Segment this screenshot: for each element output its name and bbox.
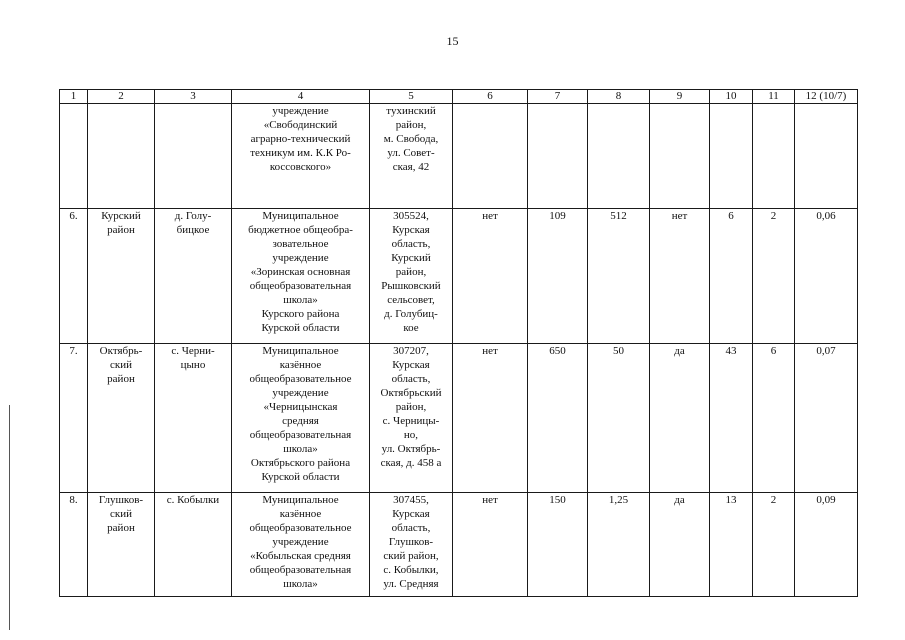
cell-line: ский bbox=[110, 359, 132, 371]
cell-line: коссовского» bbox=[269, 161, 332, 173]
header-row bbox=[60, 90, 858, 104]
cell-line: зовательное bbox=[272, 238, 329, 250]
cell-district bbox=[88, 104, 155, 209]
cell-line: ский район, bbox=[383, 550, 439, 562]
header-cell: 4 bbox=[232, 90, 370, 104]
cell-address bbox=[370, 104, 453, 209]
cell-line: школа» bbox=[283, 443, 318, 455]
cell-line: район bbox=[107, 224, 135, 236]
cell-line: общеобразовательная bbox=[249, 429, 352, 441]
cell-line: Курский bbox=[101, 210, 141, 222]
cell-institution bbox=[232, 493, 370, 597]
cell-line: аграрно-технический bbox=[250, 133, 351, 145]
cell-line: учреждение bbox=[272, 536, 329, 548]
cell-line: 307207, bbox=[393, 345, 429, 357]
cell-col-10: 6 bbox=[710, 209, 753, 344]
cell-settlement bbox=[155, 344, 232, 493]
cell-col-12: 0,07 bbox=[795, 344, 858, 493]
cell-line: ская, 42 bbox=[392, 161, 430, 173]
cell-line: учреждение bbox=[272, 252, 329, 264]
cell-line: средняя bbox=[282, 415, 319, 427]
cell-line: Глушков- bbox=[98, 494, 144, 506]
cell-col-12: 0,09 bbox=[795, 493, 858, 597]
cell-line: Курская bbox=[392, 508, 430, 520]
cell-col-6: нет bbox=[453, 344, 528, 493]
cell-col-8: 50 bbox=[588, 344, 650, 493]
header-cell: 5 bbox=[370, 90, 453, 104]
cell-col-9: нет bbox=[650, 209, 710, 344]
cell-district bbox=[88, 493, 155, 597]
cell-line: казённое bbox=[279, 359, 322, 371]
cell-settlement bbox=[155, 209, 232, 344]
cell-line: д. Голу- bbox=[174, 210, 212, 222]
cell-line: с. Кобылки, bbox=[383, 564, 439, 576]
cell-number: 8. bbox=[60, 493, 88, 597]
header-cell: 7 bbox=[528, 90, 588, 104]
cell-line: кое bbox=[403, 322, 419, 334]
cell-line: учреждение bbox=[272, 105, 329, 117]
cell-settlement bbox=[155, 104, 232, 209]
cell-line: Муниципальное bbox=[262, 494, 339, 506]
cell-line: Муниципальное bbox=[262, 210, 339, 222]
table-row bbox=[60, 104, 858, 209]
cell-col-10: 43 bbox=[710, 344, 753, 493]
cell-line: бицкое bbox=[176, 224, 210, 236]
cell-line: ул. Октябрь- bbox=[381, 443, 441, 455]
cell-line: школа» bbox=[283, 294, 318, 306]
cell-line: общеобразовательное bbox=[249, 522, 352, 534]
cell-line: Октябрь- bbox=[99, 345, 143, 357]
cell-line: район, bbox=[395, 266, 427, 278]
cell-col-12: 0,06 bbox=[795, 209, 858, 344]
cell-col-7: 650 bbox=[528, 344, 588, 493]
cell-col-7: 109 bbox=[528, 209, 588, 344]
cell-col-11: 6 bbox=[753, 344, 795, 493]
cell-line: ский bbox=[110, 508, 132, 520]
cell-line: Рышковский bbox=[381, 280, 441, 292]
page-number: 15 bbox=[446, 34, 459, 48]
header-cell: 8 bbox=[588, 90, 650, 104]
cell-line: область, bbox=[391, 522, 431, 534]
table-row bbox=[60, 344, 858, 493]
cell-line: 305524, bbox=[393, 210, 429, 222]
cell-line: Курской области bbox=[261, 322, 340, 334]
cell-line: бюджетное общеобра- bbox=[248, 224, 353, 236]
cell-line: «Зоринская основная bbox=[250, 266, 351, 278]
cell-line: но, bbox=[403, 429, 419, 441]
cell-col-6: нет bbox=[453, 493, 528, 597]
cell-number: 6. bbox=[60, 209, 88, 344]
cell-col-7: 150 bbox=[528, 493, 588, 597]
cell-line: 307455, bbox=[393, 494, 429, 506]
cell-line: общеобразовательное bbox=[249, 373, 352, 385]
cell-line: «Свободинский bbox=[263, 119, 338, 131]
margin-scan-line bbox=[9, 405, 10, 630]
table-row bbox=[60, 493, 858, 597]
cell-line: с. Кобылки bbox=[166, 494, 220, 506]
cell-line: Муниципальное bbox=[262, 345, 339, 357]
cell-line: казённое bbox=[279, 508, 322, 520]
header-cell: 3 bbox=[155, 90, 232, 104]
cell-line: район, bbox=[395, 119, 427, 131]
cell-number bbox=[60, 104, 88, 209]
header-cell: 2 bbox=[88, 90, 155, 104]
cell-line: ул. Средняя bbox=[383, 578, 439, 590]
schools-table bbox=[59, 89, 858, 597]
header-cell: 12 (10/7) bbox=[795, 90, 858, 104]
cell-line: сельсовет, bbox=[387, 294, 435, 306]
cell-col-8 bbox=[588, 104, 650, 209]
cell-line: область, bbox=[391, 373, 431, 385]
cell-col-9: да bbox=[650, 344, 710, 493]
cell-col-9: да bbox=[650, 493, 710, 597]
cell-institution bbox=[232, 209, 370, 344]
cell-line: Глушков- bbox=[388, 536, 434, 548]
cell-line: «Черницынская bbox=[263, 401, 338, 413]
cell-line: Курская bbox=[392, 359, 430, 371]
cell-col-8: 512 bbox=[588, 209, 650, 344]
cell-line: Курского района bbox=[261, 308, 340, 320]
cell-line: школа» bbox=[283, 578, 318, 590]
header-cell: 1 bbox=[60, 90, 88, 104]
cell-line: область, bbox=[391, 238, 431, 250]
header-cell: 11 bbox=[753, 90, 795, 104]
header-cell: 6 bbox=[453, 90, 528, 104]
cell-line: м. Свобода, bbox=[383, 133, 439, 145]
cell-institution bbox=[232, 104, 370, 209]
cell-line: тухинский bbox=[386, 105, 436, 117]
cell-district bbox=[88, 209, 155, 344]
cell-line: ул. Совет- bbox=[387, 147, 435, 159]
cell-line: с. Черницы- bbox=[382, 415, 440, 427]
cell-address bbox=[370, 344, 453, 493]
cell-number: 7. bbox=[60, 344, 88, 493]
cell-line: «Кобыльская средняя bbox=[250, 550, 351, 562]
cell-col-9 bbox=[650, 104, 710, 209]
cell-settlement bbox=[155, 493, 232, 597]
header-cell: 9 bbox=[650, 90, 710, 104]
cell-line: с. Черни- bbox=[171, 345, 215, 357]
cell-col-8: 1,25 bbox=[588, 493, 650, 597]
cell-line: ская, д. 458 а bbox=[380, 457, 442, 469]
cell-col-11 bbox=[753, 104, 795, 209]
cell-col-6 bbox=[453, 104, 528, 209]
cell-line: общеобразовательная bbox=[249, 564, 352, 576]
cell-line: район bbox=[107, 522, 135, 534]
cell-line: Октябрьский bbox=[380, 387, 442, 399]
cell-line: Курская bbox=[392, 224, 430, 236]
cell-line: цыно bbox=[180, 359, 206, 371]
cell-institution bbox=[232, 344, 370, 493]
cell-col-6: нет bbox=[453, 209, 528, 344]
cell-col-11: 2 bbox=[753, 493, 795, 597]
cell-line: техникум им. К.К Ро- bbox=[250, 147, 351, 159]
header-cell: 10 bbox=[710, 90, 753, 104]
cell-col-10 bbox=[710, 104, 753, 209]
cell-line: общеобразовательная bbox=[249, 280, 352, 292]
cell-address bbox=[370, 493, 453, 597]
cell-line: Курский bbox=[391, 252, 431, 264]
table-row bbox=[60, 209, 858, 344]
cell-line: район, bbox=[395, 401, 427, 413]
cell-col-7 bbox=[528, 104, 588, 209]
cell-line: район bbox=[107, 373, 135, 385]
cell-line: учреждение bbox=[272, 387, 329, 399]
cell-col-11: 2 bbox=[753, 209, 795, 344]
cell-col-10: 13 bbox=[710, 493, 753, 597]
cell-line: д. Голубиц- bbox=[384, 308, 438, 320]
cell-line: Октябрьского района bbox=[250, 457, 351, 469]
cell-district bbox=[88, 344, 155, 493]
cell-address bbox=[370, 209, 453, 344]
cell-line: Курской области bbox=[261, 471, 340, 483]
cell-col-12 bbox=[795, 104, 858, 209]
